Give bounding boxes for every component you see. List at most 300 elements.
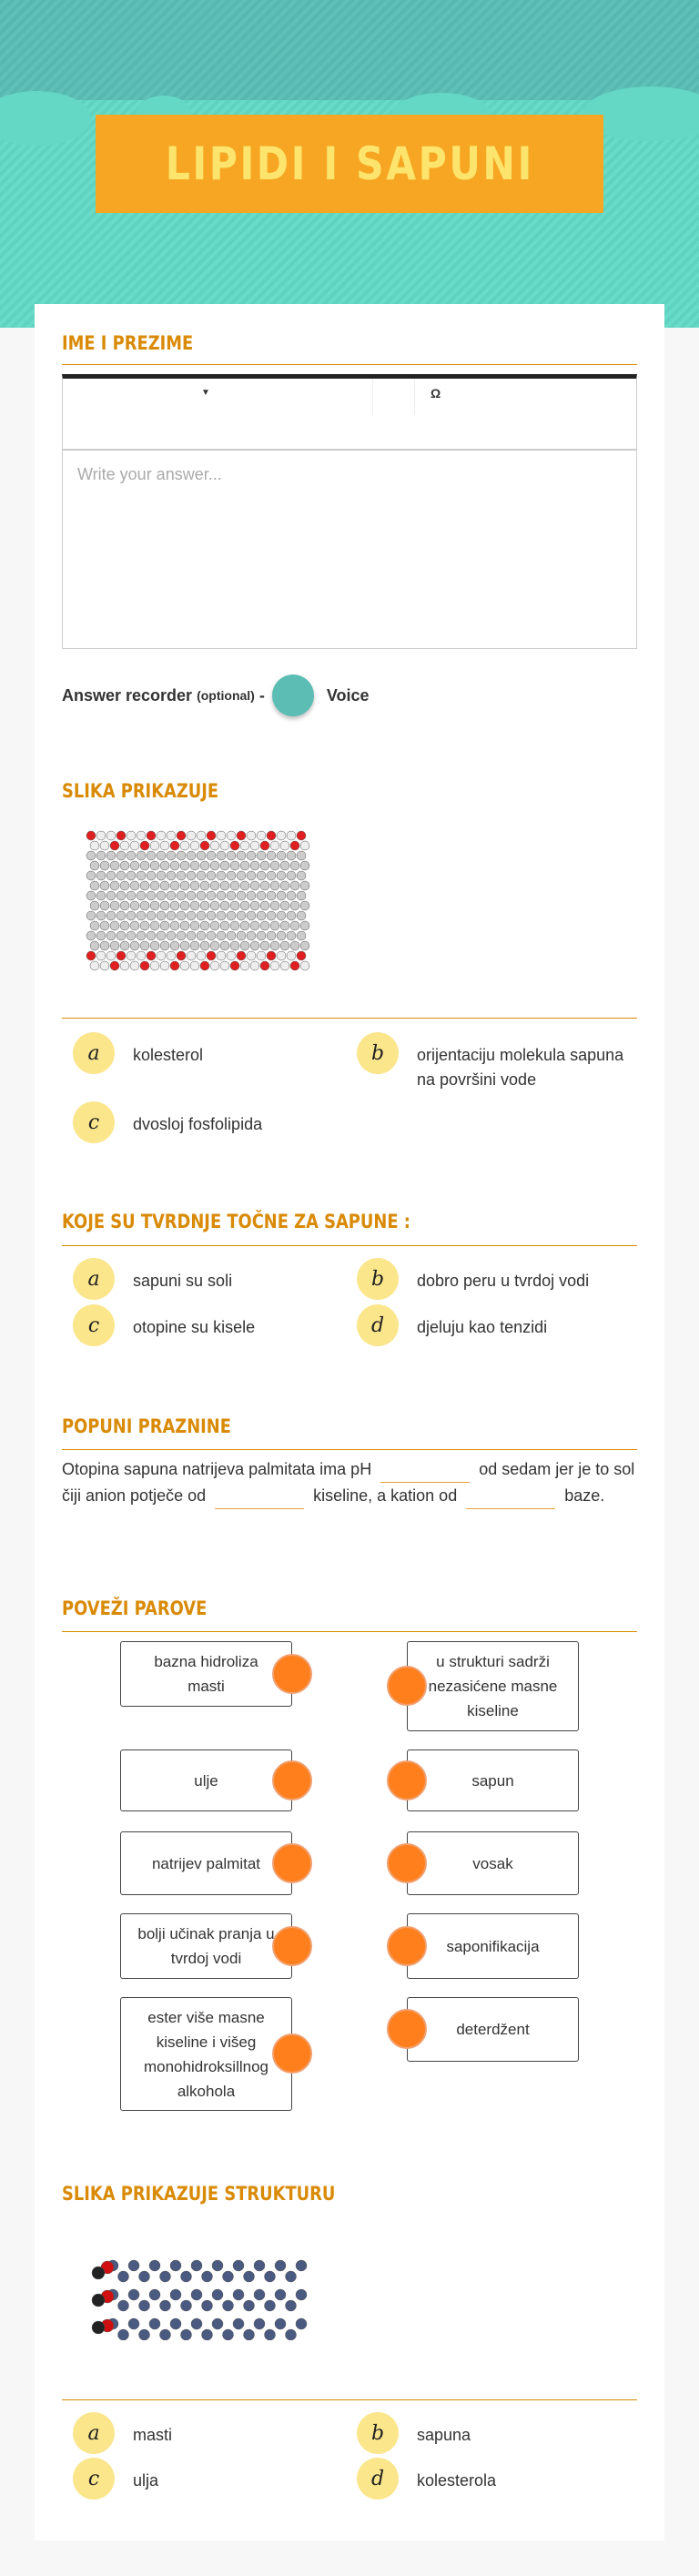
atom bbox=[130, 861, 139, 870]
atom bbox=[210, 841, 219, 850]
atom bbox=[118, 2300, 129, 2311]
atom bbox=[100, 941, 109, 950]
atom bbox=[296, 2318, 307, 2329]
option-a[interactable] bbox=[73, 1043, 355, 1074]
atom bbox=[86, 851, 96, 860]
connector-handle[interactable] bbox=[387, 1760, 427, 1800]
atom bbox=[277, 931, 286, 940]
atom bbox=[137, 911, 146, 920]
atom bbox=[116, 851, 126, 860]
atom bbox=[147, 871, 156, 880]
atom bbox=[267, 831, 276, 840]
text-part: od sedam jer je to sol čiji anion potječe od bbox=[62, 1460, 635, 1505]
atom bbox=[240, 961, 249, 970]
atom bbox=[210, 961, 219, 970]
atom bbox=[92, 2321, 105, 2334]
atom bbox=[127, 911, 136, 920]
atom bbox=[110, 901, 119, 910]
atom bbox=[110, 921, 119, 930]
atom bbox=[230, 921, 239, 930]
atom bbox=[96, 951, 106, 960]
atom bbox=[187, 871, 196, 880]
atom bbox=[139, 2300, 150, 2311]
atom bbox=[140, 901, 149, 910]
atom bbox=[202, 2300, 213, 2311]
atom bbox=[260, 921, 269, 930]
atom bbox=[120, 901, 129, 910]
atom bbox=[170, 861, 179, 870]
atom bbox=[90, 961, 99, 970]
atom bbox=[296, 2260, 307, 2271]
blank-input-2[interactable] bbox=[215, 1489, 304, 1509]
voice-label: Voice bbox=[326, 685, 370, 705]
atom bbox=[100, 841, 109, 850]
option-d[interactable] bbox=[357, 2469, 639, 2500]
atom bbox=[300, 841, 309, 850]
atom bbox=[227, 951, 236, 960]
connector-handle[interactable] bbox=[272, 1926, 312, 1966]
connector-handle[interactable] bbox=[387, 1843, 427, 1883]
atom bbox=[280, 841, 289, 850]
atom bbox=[167, 871, 176, 880]
atom bbox=[92, 2267, 105, 2279]
atom bbox=[297, 851, 306, 860]
connector-handle[interactable] bbox=[272, 2033, 312, 2074]
atom bbox=[212, 2260, 223, 2271]
atom bbox=[254, 2260, 265, 2271]
atom bbox=[177, 851, 186, 860]
atom bbox=[300, 961, 309, 970]
atom bbox=[287, 851, 296, 860]
atom bbox=[200, 941, 209, 950]
atom bbox=[180, 921, 189, 930]
atom bbox=[128, 2289, 139, 2300]
atom bbox=[160, 941, 169, 950]
atom bbox=[137, 951, 146, 960]
atom bbox=[247, 851, 256, 860]
atom bbox=[287, 911, 296, 920]
atom bbox=[207, 871, 216, 880]
atom bbox=[127, 851, 136, 860]
atom bbox=[230, 841, 239, 850]
question-title: POPUNI PRAZNINE bbox=[62, 1415, 231, 1437]
atom bbox=[147, 851, 156, 860]
atom bbox=[170, 961, 179, 970]
option-c[interactable] bbox=[73, 1112, 355, 1143]
atom bbox=[128, 2260, 139, 2271]
atom bbox=[118, 2329, 129, 2340]
atom bbox=[275, 2318, 286, 2329]
atom bbox=[240, 901, 249, 910]
match-left-item[interactable]: bolji učinak pranja u tvrdoj vodi bbox=[120, 1913, 292, 1979]
divider bbox=[62, 1018, 637, 1019]
atom bbox=[181, 2329, 192, 2340]
atom bbox=[157, 891, 166, 900]
atom bbox=[267, 871, 276, 880]
atom bbox=[297, 911, 306, 920]
atom bbox=[106, 931, 116, 940]
match-right-item[interactable]: saponifikacija bbox=[407, 1913, 579, 1979]
atom bbox=[286, 2300, 297, 2311]
atom bbox=[290, 881, 299, 890]
atom bbox=[277, 911, 286, 920]
atom bbox=[157, 851, 166, 860]
atom bbox=[244, 2329, 255, 2340]
atom bbox=[160, 2329, 171, 2340]
atom bbox=[110, 841, 119, 850]
atom bbox=[247, 931, 256, 940]
option-letter-badge: a bbox=[73, 2412, 115, 2454]
atom bbox=[180, 881, 189, 890]
atom bbox=[277, 871, 286, 880]
match-left-item[interactable]: ulje bbox=[120, 1749, 292, 1811]
atom bbox=[191, 2289, 202, 2300]
atom bbox=[170, 2289, 181, 2300]
atom bbox=[116, 871, 126, 880]
atom bbox=[270, 841, 279, 850]
atom bbox=[270, 961, 279, 970]
option-text: kolesterola bbox=[417, 2471, 497, 2490]
atom bbox=[217, 951, 226, 960]
atom bbox=[190, 841, 199, 850]
atom bbox=[244, 2300, 255, 2311]
atom bbox=[140, 961, 149, 970]
recorder-label: Answer recorder bbox=[62, 685, 193, 705]
atom bbox=[200, 861, 209, 870]
text-part: kiseline, a kation od bbox=[313, 1486, 458, 1505]
atom bbox=[200, 901, 209, 910]
atom bbox=[220, 841, 229, 850]
atom bbox=[177, 911, 186, 920]
option-d[interactable] bbox=[357, 1315, 639, 1346]
atom bbox=[200, 841, 209, 850]
atom bbox=[277, 891, 286, 900]
option-letter-badge: b bbox=[357, 1258, 399, 1300]
blank-input-3[interactable] bbox=[466, 1489, 555, 1509]
option-b[interactable] bbox=[357, 1269, 639, 1300]
atom bbox=[197, 911, 206, 920]
atom bbox=[212, 2318, 223, 2329]
atom bbox=[190, 921, 199, 930]
connector-handle[interactable] bbox=[272, 1760, 312, 1800]
atom bbox=[157, 911, 166, 920]
atom bbox=[157, 931, 166, 940]
atom bbox=[227, 851, 236, 860]
atom bbox=[197, 831, 206, 840]
atom bbox=[147, 911, 156, 920]
atom bbox=[167, 951, 176, 960]
atom bbox=[270, 921, 279, 930]
atom bbox=[280, 881, 289, 890]
atom bbox=[197, 951, 206, 960]
atom bbox=[86, 871, 96, 880]
option-letter-badge: b bbox=[357, 2412, 399, 2454]
atom bbox=[287, 831, 296, 840]
atom bbox=[260, 861, 269, 870]
special-characters-button[interactable]: Ω bbox=[431, 386, 441, 401]
atom bbox=[149, 2318, 160, 2329]
atom bbox=[207, 831, 216, 840]
atom bbox=[86, 931, 96, 940]
atom bbox=[116, 831, 126, 840]
option-letter-badge: c bbox=[73, 1304, 115, 1346]
answer-textarea[interactable]: Write your answer... bbox=[62, 449, 637, 649]
atom bbox=[116, 951, 126, 960]
connector-handle[interactable] bbox=[387, 1926, 427, 1966]
atom bbox=[286, 2329, 297, 2340]
atom bbox=[170, 2318, 181, 2329]
question-title: SLIKA PRIKAZUJE bbox=[62, 780, 219, 802]
atom bbox=[260, 901, 269, 910]
atom bbox=[207, 931, 216, 940]
atom bbox=[130, 881, 139, 890]
atom bbox=[160, 921, 169, 930]
atom bbox=[147, 831, 156, 840]
atom bbox=[137, 891, 146, 900]
atom bbox=[260, 961, 269, 970]
atom bbox=[106, 831, 116, 840]
atom bbox=[127, 831, 136, 840]
atom bbox=[100, 901, 109, 910]
match-left-item[interactable]: natrijev palmitat bbox=[120, 1831, 292, 1895]
match-left-item[interactable]: bazna hidroliza masti bbox=[120, 1641, 292, 1707]
option-letter-badge: d bbox=[357, 1304, 399, 1346]
page-title: LIPIDI I SAPUNI bbox=[165, 137, 534, 190]
atom bbox=[137, 851, 146, 860]
atom bbox=[260, 941, 269, 950]
atom bbox=[217, 871, 226, 880]
atom bbox=[220, 921, 229, 930]
blank-input-1[interactable] bbox=[380, 1463, 470, 1483]
atom bbox=[100, 961, 109, 970]
editor-toolbar bbox=[62, 374, 637, 449]
atom bbox=[270, 941, 279, 950]
atom bbox=[217, 831, 226, 840]
atom bbox=[187, 851, 196, 860]
atom bbox=[187, 951, 196, 960]
atom bbox=[300, 941, 309, 950]
atom bbox=[217, 851, 226, 860]
connector-handle[interactable] bbox=[272, 1843, 312, 1883]
atom bbox=[287, 951, 296, 960]
atom bbox=[257, 871, 266, 880]
atom bbox=[257, 851, 266, 860]
atom bbox=[247, 911, 256, 920]
option-c[interactable] bbox=[73, 2469, 355, 2500]
atom bbox=[297, 891, 306, 900]
atom bbox=[191, 2260, 202, 2271]
atom bbox=[212, 2289, 223, 2300]
atom bbox=[197, 851, 206, 860]
option-letter-badge: c bbox=[73, 2458, 115, 2500]
match-right-item[interactable]: vosak bbox=[407, 1831, 579, 1895]
atom bbox=[297, 951, 306, 960]
atom bbox=[170, 881, 179, 890]
atom bbox=[90, 941, 99, 950]
option-c[interactable] bbox=[73, 1315, 355, 1346]
atom bbox=[250, 961, 259, 970]
atom bbox=[191, 2318, 202, 2329]
atom bbox=[86, 891, 96, 900]
atom bbox=[106, 911, 116, 920]
atom bbox=[150, 961, 159, 970]
atom bbox=[210, 901, 219, 910]
atom bbox=[86, 831, 96, 840]
atom bbox=[277, 851, 286, 860]
match-left-item[interactable]: ester više masne kiseline i višeg monohidroksillnog alkohola bbox=[120, 1997, 292, 2111]
connector-handle[interactable] bbox=[272, 1654, 312, 1694]
atom bbox=[137, 931, 146, 940]
recorder-dash: - bbox=[258, 685, 265, 705]
atom bbox=[92, 2294, 105, 2307]
atom bbox=[130, 841, 139, 850]
atom bbox=[150, 921, 159, 930]
atom bbox=[265, 2271, 276, 2282]
match-right-item[interactable]: sapun bbox=[407, 1749, 579, 1811]
option-b[interactable] bbox=[357, 2423, 639, 2454]
atom bbox=[110, 941, 119, 950]
atom bbox=[237, 851, 246, 860]
atom bbox=[137, 871, 146, 880]
atom bbox=[230, 881, 239, 890]
atom bbox=[247, 871, 256, 880]
atom bbox=[150, 861, 159, 870]
option-a[interactable] bbox=[73, 1269, 355, 1300]
atom bbox=[120, 961, 129, 970]
atom bbox=[220, 941, 229, 950]
atom bbox=[202, 2329, 213, 2340]
atom bbox=[110, 861, 119, 870]
option-text: sapuna bbox=[417, 2426, 471, 2444]
atom bbox=[90, 921, 99, 930]
atom bbox=[157, 831, 166, 840]
atom bbox=[118, 2271, 129, 2282]
atom bbox=[296, 2289, 307, 2300]
atom bbox=[187, 911, 196, 920]
question-title: IME I PREZIME bbox=[62, 332, 194, 354]
atom bbox=[227, 931, 236, 940]
atom bbox=[120, 941, 129, 950]
atom bbox=[170, 901, 179, 910]
atom bbox=[170, 921, 179, 930]
atom bbox=[233, 2260, 244, 2271]
atom bbox=[257, 891, 266, 900]
atom bbox=[270, 901, 279, 910]
atom bbox=[267, 851, 276, 860]
atom bbox=[140, 861, 149, 870]
atom bbox=[96, 891, 106, 900]
option-letter-badge: d bbox=[357, 2458, 399, 2500]
option-text: sapuni su soli bbox=[133, 1272, 233, 1290]
atom bbox=[197, 871, 206, 880]
atom bbox=[257, 831, 266, 840]
atom bbox=[267, 931, 276, 940]
atom bbox=[227, 831, 236, 840]
atom bbox=[290, 941, 299, 950]
atom bbox=[233, 2318, 244, 2329]
atom bbox=[247, 831, 256, 840]
atom bbox=[297, 931, 306, 940]
atom bbox=[106, 891, 116, 900]
match-right-item[interactable]: deterdžent bbox=[407, 1997, 579, 2062]
atom bbox=[180, 961, 189, 970]
atom bbox=[300, 921, 309, 930]
atom bbox=[200, 961, 209, 970]
connector-handle[interactable] bbox=[387, 2009, 427, 2049]
option-letter-badge: b bbox=[357, 1032, 399, 1074]
atom bbox=[270, 861, 279, 870]
atom bbox=[300, 901, 309, 910]
atom bbox=[207, 891, 216, 900]
atom bbox=[190, 861, 199, 870]
text-part: baze. bbox=[564, 1486, 605, 1505]
atom bbox=[149, 2289, 160, 2300]
atom bbox=[287, 871, 296, 880]
atom bbox=[180, 901, 189, 910]
atom bbox=[200, 921, 209, 930]
divider bbox=[62, 364, 637, 365]
atom bbox=[160, 2300, 171, 2311]
atom bbox=[207, 851, 216, 860]
atom bbox=[200, 881, 209, 890]
atom bbox=[177, 831, 186, 840]
option-letter-badge: c bbox=[73, 1101, 115, 1143]
atom bbox=[187, 831, 196, 840]
atom bbox=[230, 961, 239, 970]
atom bbox=[240, 861, 249, 870]
atom bbox=[86, 951, 96, 960]
atom bbox=[127, 891, 136, 900]
match-right-item[interactable]: u strukturi sadrži nezasićene masne kiseline bbox=[407, 1641, 579, 1731]
option-b[interactable] bbox=[357, 1043, 639, 1092]
atom bbox=[230, 861, 239, 870]
atom bbox=[275, 2260, 286, 2271]
atom bbox=[120, 921, 129, 930]
triglyceride-molecule-image bbox=[86, 2257, 315, 2340]
record-voice-button[interactable] bbox=[272, 674, 314, 716]
atom bbox=[217, 911, 226, 920]
atom bbox=[254, 2318, 265, 2329]
atom bbox=[150, 901, 159, 910]
connector-handle[interactable] bbox=[387, 1666, 427, 1706]
atom bbox=[257, 911, 266, 920]
atom bbox=[170, 2260, 181, 2271]
atom bbox=[250, 941, 259, 950]
atom bbox=[280, 901, 289, 910]
font-dropdown-caret-icon[interactable]: ▼ bbox=[201, 388, 210, 398]
atom bbox=[257, 951, 266, 960]
atom bbox=[223, 2329, 234, 2340]
atom bbox=[237, 831, 246, 840]
atom bbox=[180, 841, 189, 850]
atom bbox=[267, 951, 276, 960]
atom bbox=[220, 881, 229, 890]
atom bbox=[257, 931, 266, 940]
atom bbox=[240, 941, 249, 950]
option-text: ulja bbox=[133, 2471, 159, 2490]
atom bbox=[150, 941, 159, 950]
atom bbox=[180, 861, 189, 870]
atom bbox=[223, 2271, 234, 2282]
atom bbox=[160, 2271, 171, 2282]
atom bbox=[280, 861, 289, 870]
option-text: otopine su kisele bbox=[133, 1318, 256, 1336]
atom bbox=[217, 931, 226, 940]
toolbar-separator bbox=[414, 379, 415, 415]
atom bbox=[260, 881, 269, 890]
atom bbox=[290, 841, 299, 850]
option-a[interactable] bbox=[73, 2423, 355, 2454]
